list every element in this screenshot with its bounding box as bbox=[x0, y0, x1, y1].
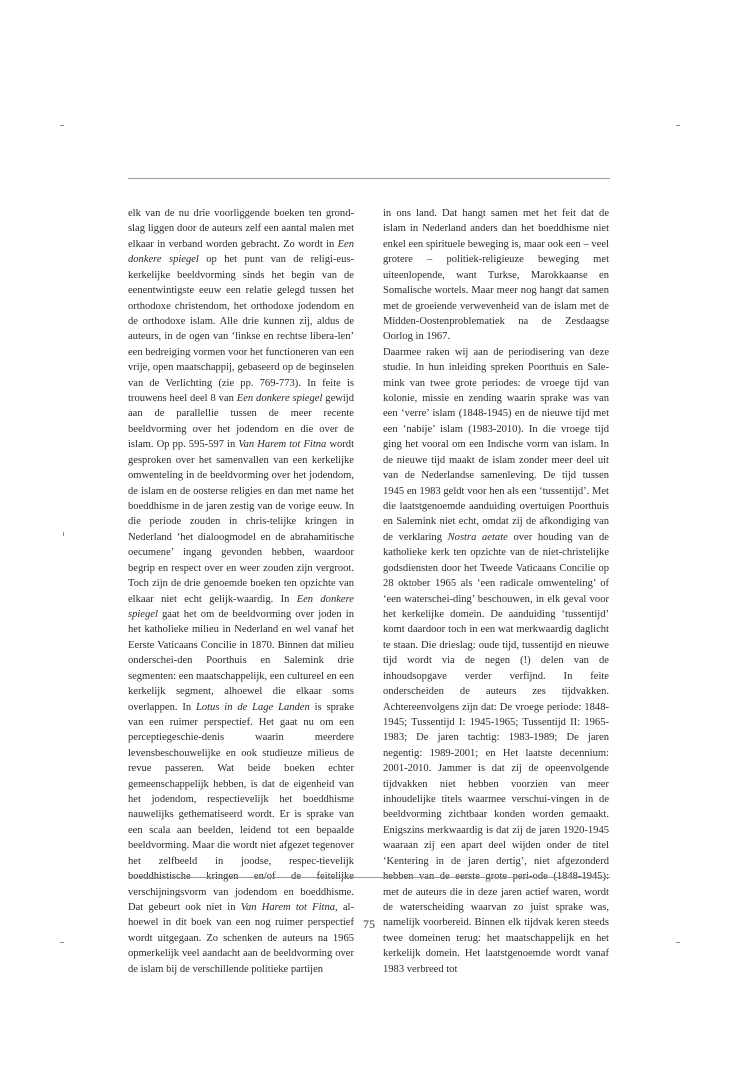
footer-rule bbox=[128, 877, 610, 878]
italic-title: Een donkere spiegel bbox=[236, 393, 323, 405]
crop-mark bbox=[60, 125, 64, 126]
left-text-column bbox=[128, 206, 354, 977]
paragraph bbox=[383, 345, 609, 977]
text-run: elk van de nu drie voorliggende boeken ten grond-slag liggen door de auteurs zelf een aantal malen met elkaar in verband worden gebracht. Zo wordt in bbox=[128, 208, 354, 250]
text-run: over houding van de katholieke kerk ten opzichte van de niet-christelijke godsdiensten door het Tweede Vaticaans Concilie op 28 oktober 1965 als ‘een radicale omwenteling’ of ‘een waterschei-ding’ beschouwen, in elk geval voor het kerkelijke domein. De aanduiding ‘tussentijd’ komt daardoor toch in een wat merkwaardig daglicht te staan. Die drieslag: oude tijd, tussentijd en nieuwe tijd wordt via de negen (!) delen van de inhoudsopgave verder verfijnd. In feite onderscheiden de auteurs zes tijdvakken. Achtereenvolgens zijn dat: De vroege periode: 1848-1945; Tussentijd I: 1945-1965; Tussentijd II: 1965-1983; De jaren tachtig: 1983-1989; De jaren negentig: 1989-2001; en Het laatste decennium: 2001-2010. Jammer is dat zij de opeenvolgende tijdvakken niet hebben voorzien van meer inhoudelijke titels waarmee verschui-vingen in de beeldvorming zichtbaar konden worden gemaakt. Enigszins merkwaardig is dat zij de jaren 1920-1945 waaraan zij een apart deel wijden onder de titel ‘Kentering in de jaren dertig’, niet afgezonderd hebben van de eerste grote peri-ode (1848-1945): met de auteurs die in deze jaren actief waren, wordt de waterscheiding waarvan zo juist sprake was, namelijk voorbereid. Binnen elk tijdvak keren steeds twee domeinen terug: het maatschappelijk en het kerkelijk domein. Het laatstgenoemde wordt vanaf 1983 verbreed tot bbox=[383, 531, 609, 975]
text-run: gaat het om de beeldvorming over joden in het katholieke milieu in Nederland en wel vanaf het Eerste Vaticaans Concilie in 1870. Binnen dat milieu onderschei-den Poorthuis en Salemink drie segmenten: een maatschappelijk, een cultureel en een kerkelijk segment, alhoewel die elkaar soms overlappen. In bbox=[128, 608, 354, 713]
paragraph bbox=[383, 206, 609, 345]
text-run: op het punt van de religi-eus-kerkelijke beeldvorming sinds het begin van de eenentwintigste eeuw een relatie gelegd tussen het orthodoxe christendom, het orthodoxe jodendom en de orthodoxe islam. Alle drie kunnen zij, aldus de auteurs, in de ogen van ‘linkse en rechtse libera-len’ een bedreiging vormen voor het functioneren van een vrije, open maatschappij, gebaseerd op de beginselen van de Verlichting (zie pp. 769-773). In feite is trouwens heel deel 8 van bbox=[128, 254, 354, 405]
text-run: is sprake van een ruimer perspectief. Het gaat nu om een perceptiegeschie-denis waarin meerdere levensbeschouwelijke en ook studieuze milieus de revue passeren. Wat beide boeken echter gemeenschappelijk hebben, is dat de eigenheid van het jodendom, respectievelijk het boeddhisme nauwelijks gethematiseerd wordt. Er is sprake van een scala aan beelden, leidend tot een bepaalde beeldvorming. Maar die wordt niet afgezet tegenover het zelfbeeld in joodse, respec-tievelijk boeddhistische kringen en/of de feitelijke verschijningsvorm van jodendom en boeddhisme. Dat gebeurt ook niet in bbox=[128, 701, 354, 913]
italic-title: Nostra aetate bbox=[447, 531, 508, 543]
text-run: in ons land. Dat hangt samen met het feit dat de islam in Nederland anders dan het boeddhisme niet enkel een spirituele beweging is, maar ook een – veel grotere – politiek-religieuze beweging met uiteenlopende, want Turkse, Marokkaanse en Somalische wortels. Maar meer nog hangt dat samen met de groeiende verwevenheid van de islam met de Midden-Oostenproblematiek na de Zesdaagse Oorlog in 1967. bbox=[383, 208, 609, 343]
crop-mark bbox=[676, 942, 680, 943]
italic-title: Van Harem tot Fitna bbox=[240, 901, 336, 913]
text-run: Daarmee raken wij aan de periodisering van deze studie. In hun inleiding spreken Poorthuis en Sale-mink van twee grote periodes: de vroege tijd van kolonie, missie en zending waarin sprake was van een ‘verre’ islam (1848-1945) en de nieuwe tijd met een ‘nabije’ islam (1983-2010). In die vroege tijd ging het vooral om een Indische vorm van islam. In de nieuwe tijd maakt de islam zonder meer deel uit van de Nederlandse samenleving. De tijd tussen 1945 en 1983 geldt voor hen als een ‘tussentijd’. Met die laatstgenoemde aanduiding overtuigen Poorthuis en Salemink niet echt, omdat zij de afkondiging van de verklaring bbox=[383, 346, 609, 543]
paragraph bbox=[128, 206, 354, 977]
right-text-column bbox=[383, 206, 609, 977]
text-run: , al-hoewel in dit boek van een nog ruimer perspectief wordt uitgegaan. Zo schenken de auteurs na 1965 opmerkelijk veel aandacht aan de beeldvorming over de islam bij de verschillende politieke partijen bbox=[128, 901, 354, 975]
crop-mark bbox=[676, 125, 680, 126]
text-run: wordt gesproken over het samenvallen van een kerkelijke omwenteling in de beeldvorming over het jodendom, de islam en de oosterse religies en dan met name het boeddhisme in de jaren zestig van de vorige eeuw. In die periode zouden in chris-telijke kringen in Nederland ‘het dialoogmodel en de abrahamitische oecumene’ ingang gevonden hebben, waardoor begrip en respect over en weer zouden zijn vergroot. Toch zijn de drie genoemde boeken ten opzichte van elkaar niet echt gelijk-waardig. In bbox=[128, 439, 355, 605]
text-run: gewijd aan de parallellie tussen de meer recente beeldvorming over het jodendom en die over de islam. Op pp. 595-597 in bbox=[128, 393, 355, 451]
header-rule bbox=[128, 178, 610, 179]
italic-title: Van Harem tot Fitna bbox=[238, 439, 327, 451]
page-number: 75 bbox=[363, 917, 375, 931]
italic-title: Lotus in de Lage Landen bbox=[195, 701, 310, 713]
italic-title: Een donkere spiegel bbox=[128, 593, 354, 620]
crop-mark bbox=[63, 532, 64, 536]
italic-title: Een donkere spiegel bbox=[128, 238, 354, 266]
crop-mark bbox=[60, 942, 64, 943]
